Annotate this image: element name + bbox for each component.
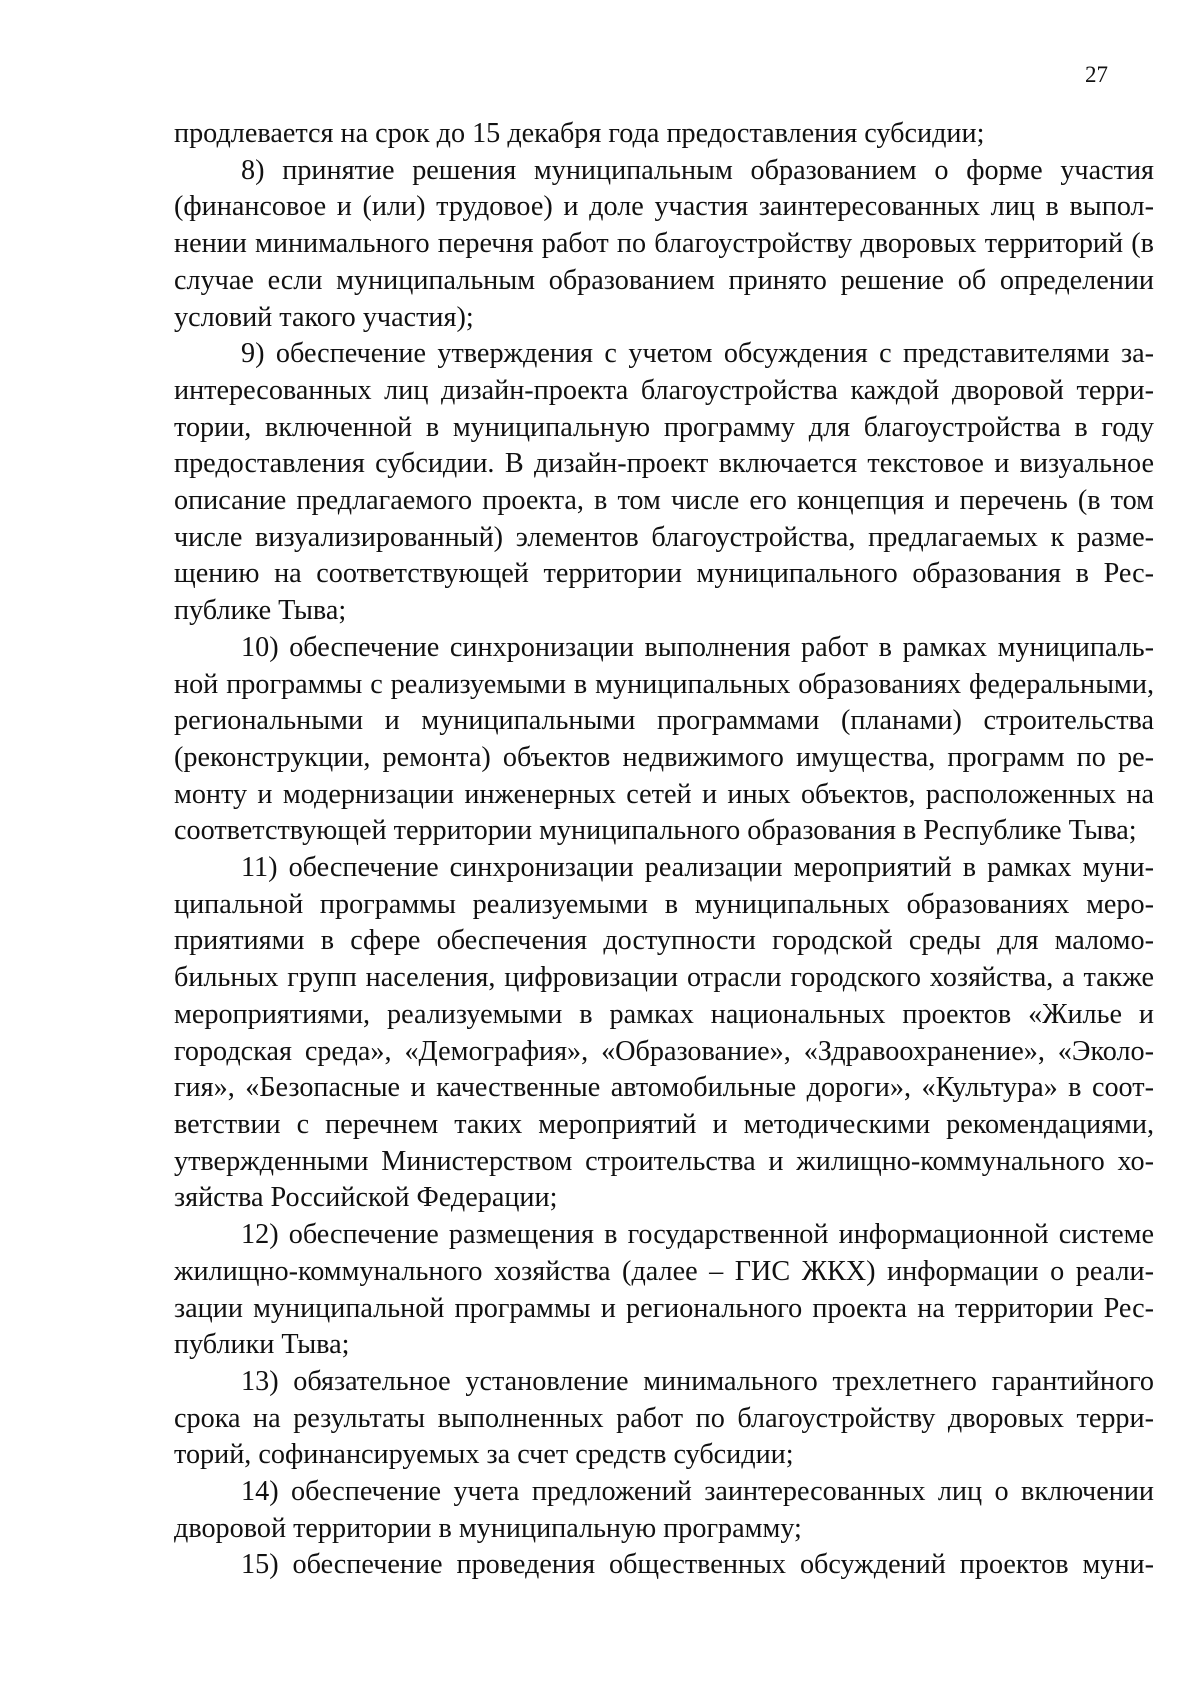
paragraph-item-12: 12) обеспечение размещения в государственной информационной системе жилищно-коммунального хозяйства (далее – ГИС ЖКХ) информации о реализации муниципальной программы и регионального проекта на территории Республики Тыва; bbox=[174, 1219, 1154, 1361]
paragraph-item-8: 8) принятие решения муниципальным образованием о форме участия (финансовое и (или) трудовое) и доле участия заинтересованных лиц в выполнении минимального перечня работ по благоустройству дворовых территорий (в случае если муниципальным образованием принято решение об определении условий такого участия); bbox=[174, 154, 1154, 333]
paragraph-item-9: 9) обеспечение утверждения с учетом обсуждения с представителями заинтересованных лиц дизайн-проекта благоустройства каждой дворовой территории, включенной в муниципальную программу для благоустройства в году предоставления субсидии. В дизайн-проект включается текстовое и визуальное описание предлагаемого проекта, в том числе его концепция и перечень (в том числе визуализированный) элементов благоустройства, предлагаемых к размещению на соответствующей территории муниципального образования в Республике Тыва; bbox=[174, 338, 1154, 627]
paragraph-item-15: 15) обеспечение проведения общественных обсуждений проектов муни- bbox=[241, 1549, 1154, 1581]
paragraph-item-13: 13) обязательное установление минимального трехлетнего гарантийного срока на результаты выполненных работ по благоустройству дворовых территорий, софинансируемых за счет средств субсидии; bbox=[174, 1365, 1154, 1471]
paragraph-continuation: продлевается на срок до 15 декабря года предоставления субсидии; bbox=[174, 118, 985, 149]
page-number: 27 bbox=[1085, 62, 1108, 87]
paragraph-item-10: 10) обеспечение синхронизации выполнения работ в рамках муниципальной программы с реализуемыми в муниципальных образованиях федеральными, региональными и муниципальными программами (планами) строительства (реконструкции, ремонта) объектов недвижимого имущества, программ по ремонту и модернизации инженерных сетей и иных объектов, расположенных на соответствующей территории муниципального образования в Республике Тыва; bbox=[174, 631, 1154, 847]
paragraph-item-14: 14) обеспечение учета предложений заинтересованных лиц о включении дворовой территории в муниципальную программу; bbox=[174, 1476, 1154, 1544]
document-body bbox=[174, 116, 1154, 1584]
paragraph-item-11: 11) обеспечение синхронизации реализации мероприятий в рамках муниципальной программы реализуемыми в муниципальных образованиях мероприятиями в сфере обеспечения доступности городской среды для маломобильных групп населения, цифровизации отрасли городского хозяйства, а также мероприятиями, реализуемыми в рамках национальных проектов «Жилье и городская среда», «Демография», «Образование», «Здравоохранение», «Экология», «Безопасные и качественные автомобильные дороги», «Культура» в соответствии с перечнем таких мероприятий и методическими рекомендациями, утвержденными Министерством строительства и жилищно-коммунального хозяйства Российской Федерации; bbox=[174, 852, 1154, 1214]
